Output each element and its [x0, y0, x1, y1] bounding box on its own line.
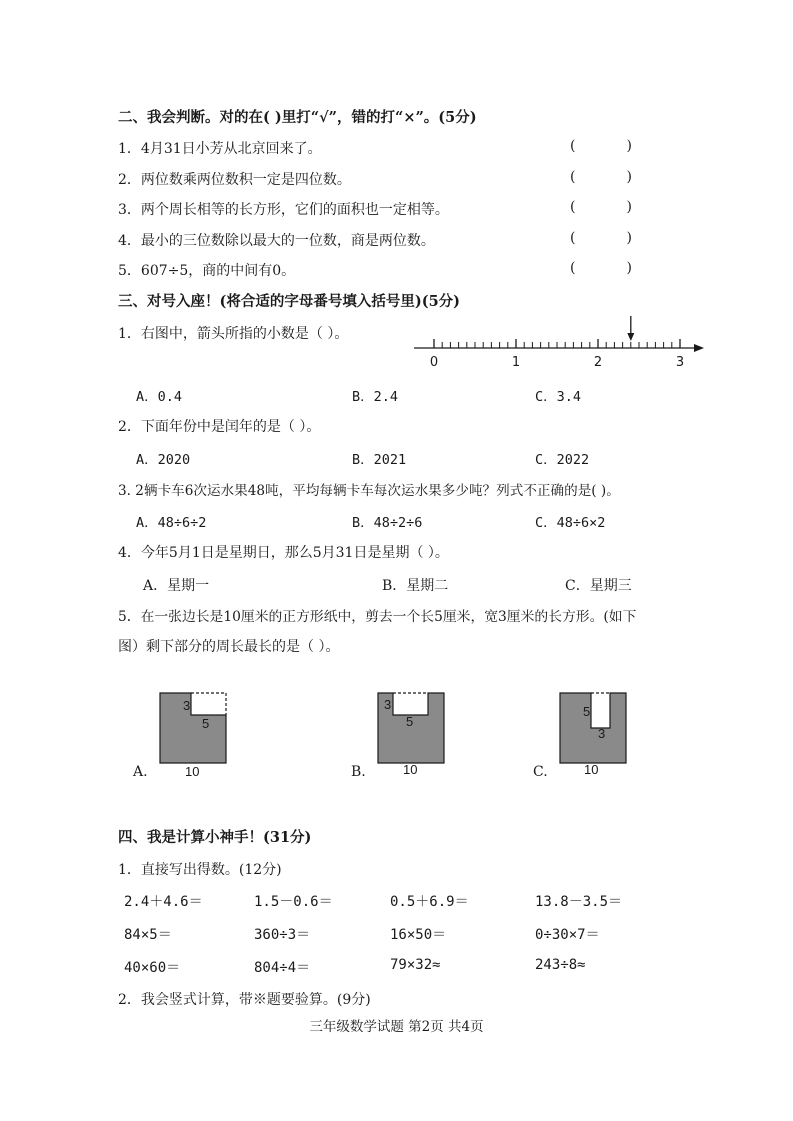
number-line-label: 3 — [675, 355, 685, 370]
calc-r2-c3: 16×50＝ — [390, 927, 447, 943]
figure-a-letter[interactable]: A. — [133, 764, 148, 780]
number-line-label: 2 — [593, 355, 603, 370]
calc-r3-c2: 804÷4＝ — [254, 960, 311, 976]
number-line — [408, 314, 713, 370]
q3-option-a[interactable]: A．48÷6÷2 — [136, 515, 207, 531]
judge-answer-2[interactable]: ( ) — [570, 169, 632, 185]
judge-answer-3[interactable]: ( ) — [570, 199, 632, 215]
section4-title: 四、我是计算小神手！(31分) — [118, 829, 312, 846]
calc-r2-c4: 0÷30×7＝ — [535, 927, 600, 943]
q4-option-c[interactable]: C．星期三 — [565, 578, 632, 594]
q2-option-c[interactable]: C．2022 — [535, 452, 590, 468]
figure-b-cut-a: 3 — [384, 697, 392, 712]
number-line-label: 1 — [511, 355, 521, 370]
judge-item-3: 3．两个周长相等的长方形，它们的面积也一定相等。 — [118, 202, 449, 218]
calc-r2-c1: 84×5＝ — [124, 927, 172, 943]
figure-c[interactable] — [555, 688, 635, 768]
section3-title: 三、对号入座！(将合适的字母番号填入括号里)(5分) — [118, 293, 461, 310]
judge-item-5: 5．607÷5，商的中间有0。 — [118, 263, 296, 279]
q1-option-b[interactable]: B．2.4 — [352, 389, 399, 405]
calc-r1-c1: 2.4＋4.6＝ — [124, 894, 203, 910]
figure-a-shape — [160, 693, 226, 763]
q1-option-c[interactable]: C．3.4 — [535, 389, 582, 405]
section4-sub1: 1．直接写出得数。(12分) — [118, 862, 282, 878]
judge-answer-4[interactable]: ( ) — [570, 230, 632, 246]
judge-answer-5[interactable]: ( ) — [570, 260, 632, 276]
calc-r2-c2: 360÷3＝ — [254, 927, 311, 943]
calc-r1-c4: 13.8－3.5＝ — [535, 894, 623, 910]
judge-item-4: 4．最小的三位数除以最大的一位数，商是两位数。 — [118, 233, 435, 249]
figure-b-letter[interactable]: B. — [351, 764, 366, 780]
q4-text: 4．今年5月1日是星期日，那么5月31日是星期（ ）。 — [118, 545, 449, 561]
judge-item-1: 1．4月31日小芳从北京回来了。 — [118, 141, 322, 157]
q3-option-c[interactable]: C．48÷6×2 — [535, 515, 606, 531]
q1-option-a[interactable]: A．0.4 — [136, 389, 183, 405]
judge-answer-1[interactable]: ( ) — [570, 138, 632, 154]
calc-r3-c1: 40×60＝ — [124, 960, 181, 976]
q5-text-line1: 5．在一张边长是10厘米的正方形纸中，剪去一个长5厘米，宽3厘米的长方形。(如下 — [118, 609, 637, 625]
judge-item-2: 2．两位数乘两位数积一定是四位数。 — [118, 172, 351, 188]
figure-a-cut-a: 3 — [183, 698, 191, 713]
figure-a-cut-b: 5 — [202, 716, 210, 731]
calc-r3-c4: 243÷8≈ — [535, 957, 586, 973]
calc-r1-c3: 0.5＋6.9＝ — [390, 894, 469, 910]
calc-r3-c3: 79×32≈ — [390, 957, 441, 973]
page-footer: 三年级数学试题 第2页 共4页 — [309, 1019, 484, 1035]
number-line-pointer-head — [627, 333, 634, 341]
figure-b-cut-b: 5 — [406, 714, 414, 729]
section2-title: 二、我会判断。对的在( )里打“√”，错的打“×”。(5分) — [118, 109, 477, 126]
number-line-label: 0 — [429, 355, 439, 370]
figure-c-letter[interactable]: C. — [533, 764, 548, 780]
figure-a[interactable] — [155, 688, 235, 768]
figure-b-side: 10 — [403, 762, 418, 777]
q3-option-b[interactable]: B．48÷2÷6 — [352, 515, 423, 531]
q4-option-b[interactable]: B．星期二 — [382, 578, 449, 594]
figure-c-side: 10 — [584, 762, 599, 777]
calc-r1-c2: 1.5－0.6＝ — [254, 894, 333, 910]
q2-text: 2．下面年份中是闰年的是（ ）。 — [118, 419, 321, 435]
q5-text-line2: 图）剩下部分的周长最长的是（ ）。 — [118, 639, 340, 655]
figure-c-shape — [560, 693, 626, 763]
q3-text: 3. 2辆卡车6次运水果48吨，平均每辆卡车每次运水果多少吨？列式不正确的是( )。 — [118, 483, 620, 499]
figure-c-cut-a: 5 — [583, 704, 591, 719]
q4-option-a[interactable]: A．星期一 — [143, 578, 210, 594]
figure-a-side: 10 — [185, 764, 200, 779]
q2-option-b[interactable]: B．2021 — [352, 452, 407, 468]
figure-c-cut-b: 3 — [598, 726, 606, 741]
q1-text: 1．右图中，箭头所指的小数是（ ）。 — [118, 326, 349, 342]
q2-option-a[interactable]: A．2020 — [136, 452, 191, 468]
number-line-arrowhead — [694, 344, 704, 352]
section4-sub2: 2．我会竖式计算，带※题要验算。(9分) — [118, 992, 371, 1008]
figure-a-cut-outline — [191, 693, 226, 715]
